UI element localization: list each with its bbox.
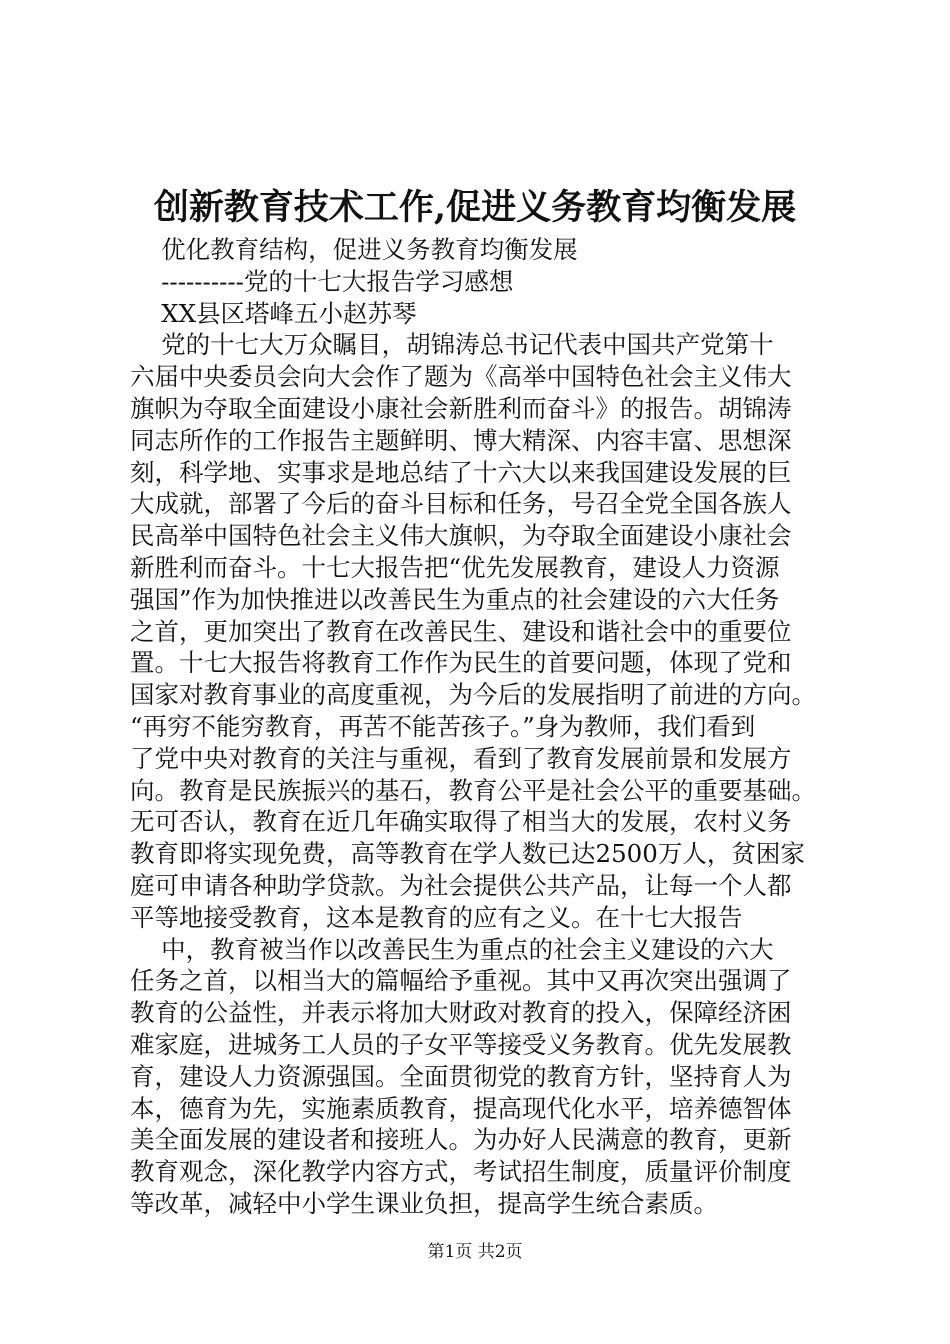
page-footer: 第1页 共2页	[427, 1242, 523, 1262]
body-line: 等改革，减轻中小学生课业负担，提高学生统合素质。	[130, 1188, 718, 1218]
body-line: 任务之首，以相当大的篇幅给予重视。其中又再次突出强调了	[130, 966, 792, 996]
body-line: 教育的公益性，并表示将加大财政对教育的投入，保障经济困	[130, 998, 792, 1028]
body-line: 六届中央委员会向大会作了题为《高举中国特色社会主义伟大	[130, 362, 792, 392]
body-line: 民高举中国特色社会主义伟大旗帜，为夺取全面建设小康社会	[130, 521, 792, 551]
body-line: 美全面发展的建设者和接班人。为办好人民满意的教育，更新	[130, 1125, 792, 1155]
body-line: XX县区塔峰五小赵苏琴	[130, 298, 417, 328]
body-line: “再穷不能穷教育，再苦不能苦孩子。”身为教师，我们看到	[130, 711, 756, 741]
body-line: 本，德育为先，实施素质教育，提高现代化水平，培养德智体	[130, 1093, 792, 1123]
body-line: 中，教育被当作以改善民生为重点的社会主义建设的六大	[130, 934, 774, 964]
body-line: ----------党的十七大报告学习感想	[130, 266, 514, 296]
document-body	[130, 234, 826, 1220]
body-line: 党的十七大万众瞩目，胡锦涛总书记代表中国共产党第十	[130, 330, 774, 360]
body-line: 国家对教育事业的高度重视，为今后的发展指明了前进的方向。	[130, 680, 816, 710]
body-line: 难家庭，进城务工人员的子女平等接受义务教育。优先发展教	[130, 1029, 792, 1059]
body-line: 强国”作为加快推进以改善民生为重点的社会建设的六大任务	[130, 584, 780, 614]
document-title: 创新教育技术工作,促进义务教育均衡发展	[153, 187, 797, 228]
body-line: 置。十七大报告将教育工作作为民生的首要问题，体现了党和	[130, 648, 792, 678]
body-line: 平等地接受教育，这本是教育的应有之义。在十七大报告	[130, 902, 743, 932]
body-line: 了党中央对教育的关注与重视，看到了教育发展前景和发展方	[130, 743, 792, 773]
body-line: 旗帜为夺取全面建设小康社会新胜利而奋斗》的报告。胡锦涛	[130, 393, 792, 423]
body-line: 庭可申请各种助学贷款。为社会提供公共产品，让每一个人都	[130, 870, 792, 900]
body-line: 新胜利而奋斗。十七大报告把“优先发展教育，建设人力资源	[130, 552, 780, 582]
body-line: 教育观念，深化教学内容方式，考试招生制度，质量评价制度	[130, 1157, 792, 1187]
body-line: 优化教育结构，促进义务教育均衡发展	[130, 235, 578, 264]
body-line: 刻，科学地、实事求是地总结了十六大以来我国建设发展的巨	[130, 457, 792, 487]
body-line: 大成就，部署了今后的奋斗目标和任务，号召全党全国各族人	[130, 489, 792, 519]
body-line: 无可否认，教育在近几年确实取得了相当大的发展，农村义务	[130, 807, 792, 837]
body-line: 同志所作的工作报告主题鲜明、博大精深、内容丰富、思想深	[130, 425, 792, 455]
body-line: 之首，更加突出了教育在改善民生、建设和谐社会中的重要位	[130, 616, 792, 646]
body-line: 向。教育是民族振兴的基石，教育公平是社会公平的重要基础。	[130, 775, 816, 805]
body-line: 育，建设人力资源强国。全面贯彻党的教育方针，坚持育人为	[130, 1061, 792, 1091]
body-line: 教育即将实现免费，高等教育在学人数已达2500万人，贫困家	[130, 839, 805, 869]
